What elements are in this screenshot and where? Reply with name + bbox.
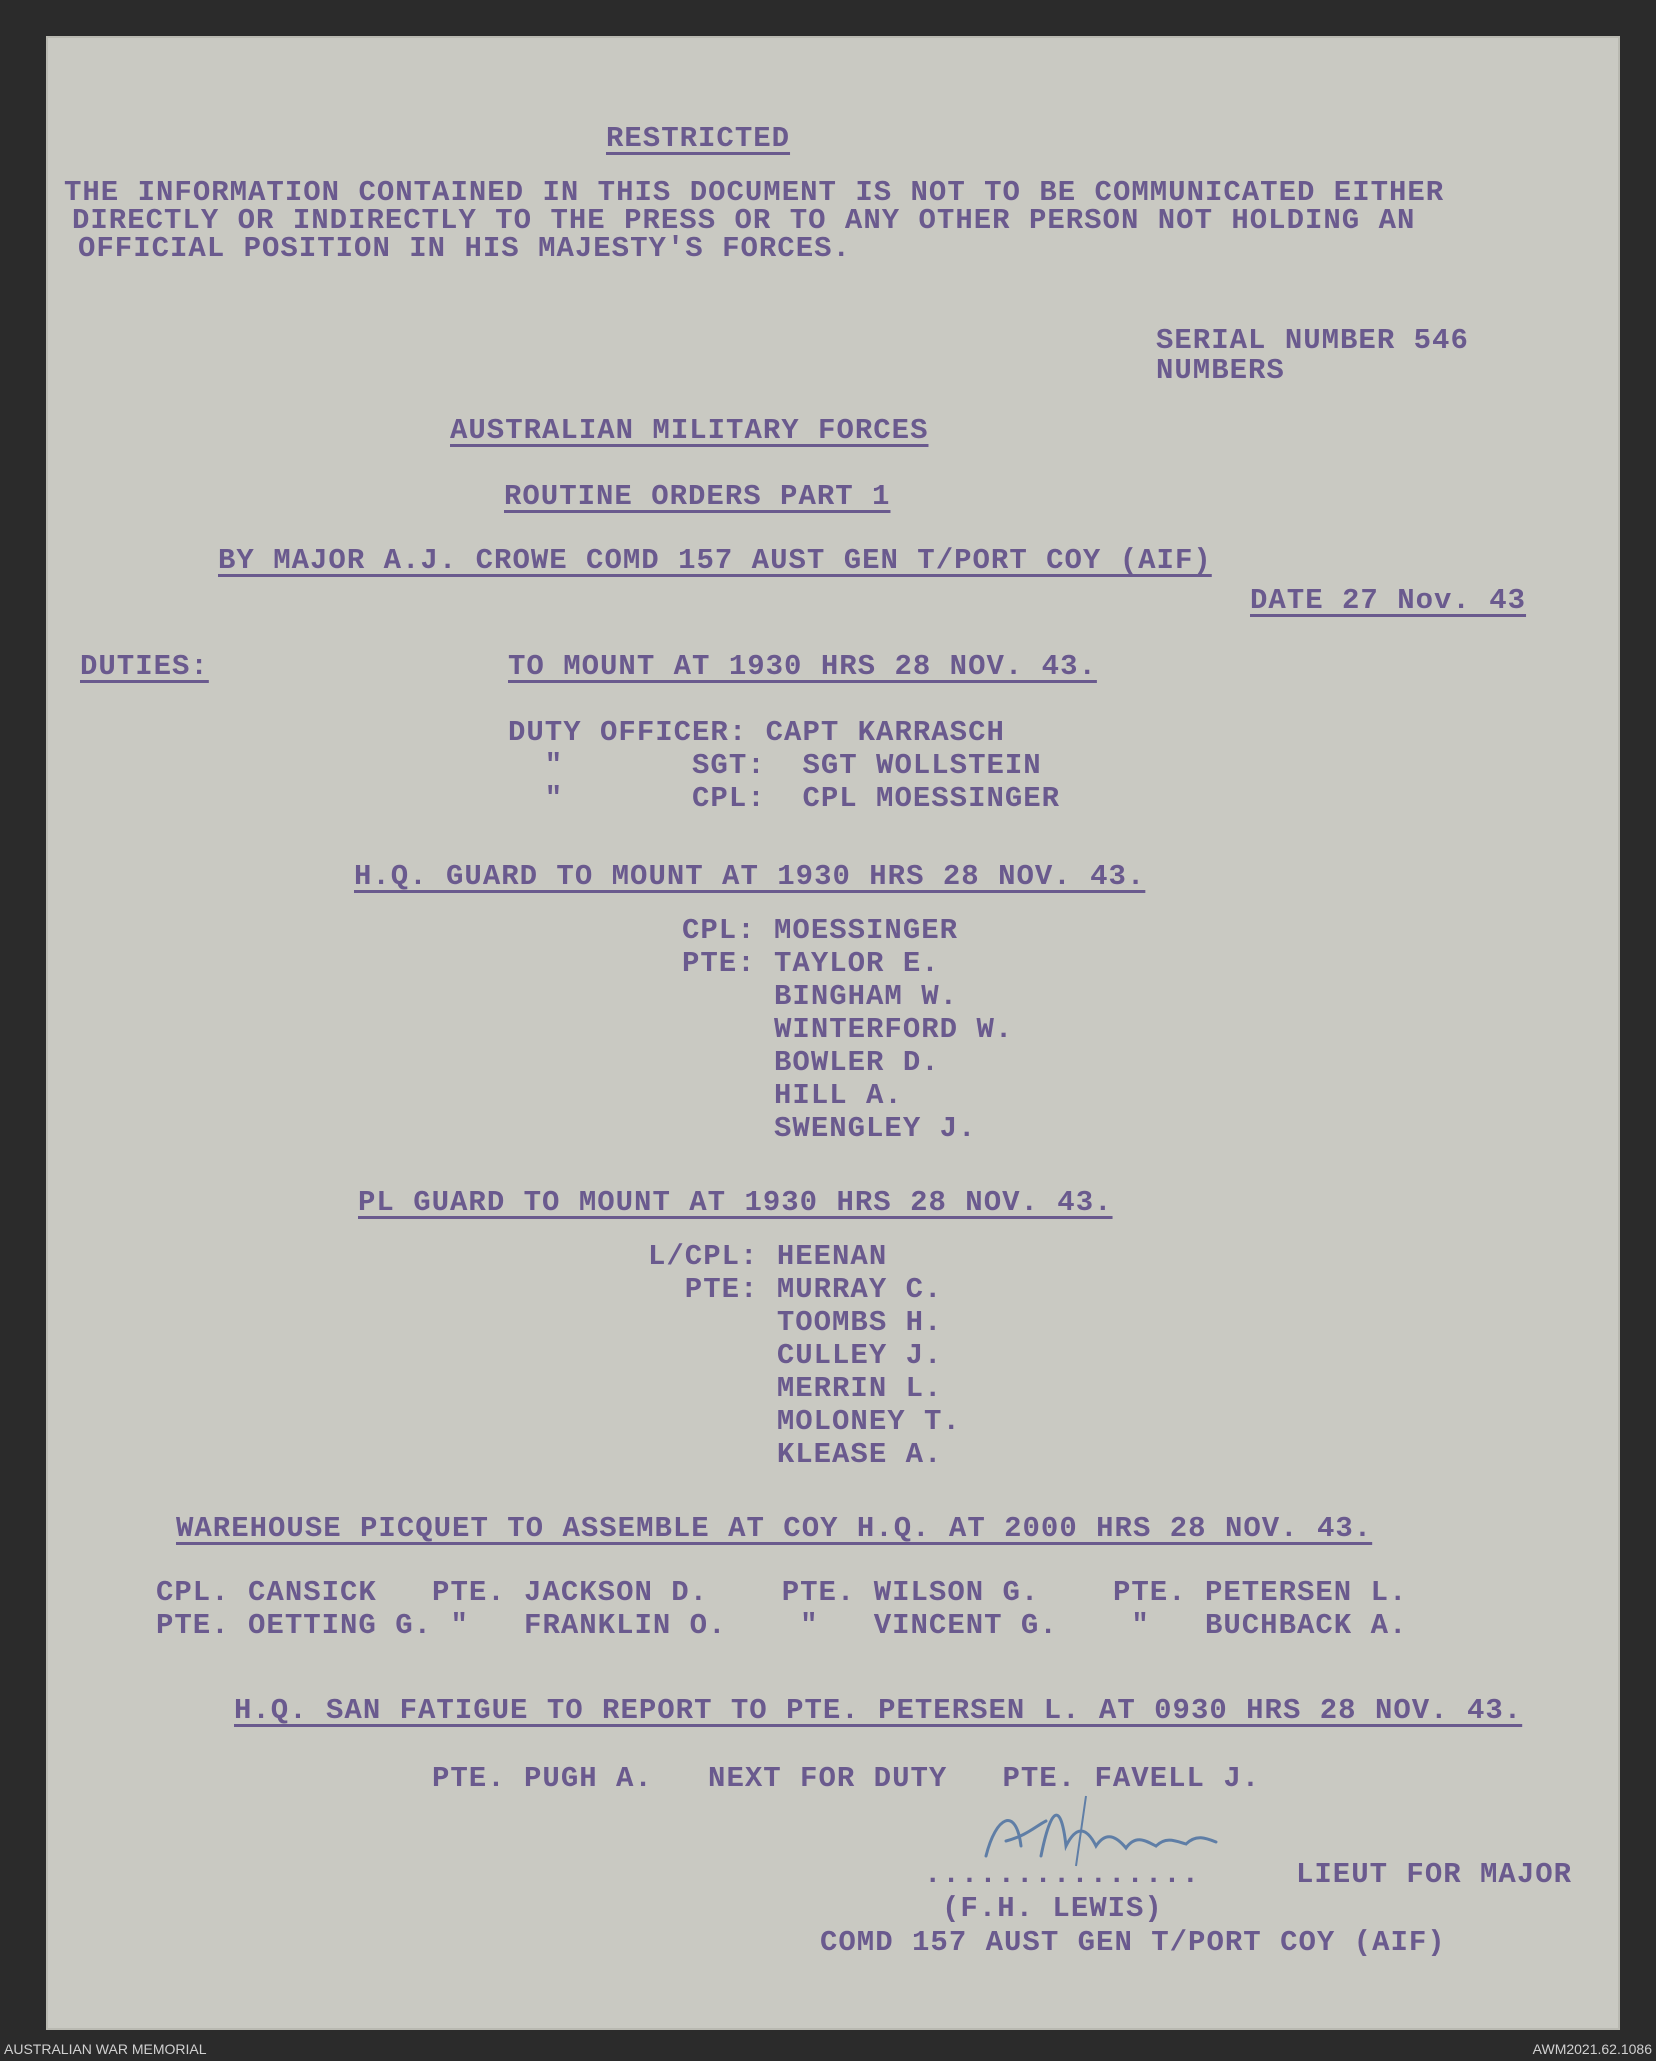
- duties-label: DUTIES:: [80, 650, 209, 683]
- list-item: PTE: TAYLOR E.: [682, 947, 940, 980]
- signatory-title: COMD 157 AUST GEN T/PORT COY (AIF): [820, 1926, 1446, 1959]
- picquet-list: [156, 1576, 1407, 1642]
- pl-guard-list: [648, 1240, 961, 1471]
- signatory-name: (F.H. LEWIS): [942, 1892, 1163, 1925]
- list-item: MERRIN L.: [648, 1372, 943, 1405]
- fatigue-heading: H.Q. SAN FATIGUE TO REPORT TO PTE. PETERSEN L. AT 0930 HRS 28 NOV. 43.: [234, 1694, 1523, 1727]
- orders-title: ROUTINE ORDERS PART 1: [504, 480, 891, 513]
- signature-rank: LIEUT FOR MAJOR: [1296, 1858, 1573, 1891]
- duties-heading: TO MOUNT AT 1930 HRS 28 NOV. 43.: [508, 650, 1097, 683]
- list-item: PTE: MURRAY C.: [648, 1273, 943, 1306]
- document-date: DATE 27 Nov. 43: [1250, 584, 1527, 617]
- list-item: HILL A.: [682, 1079, 903, 1112]
- list-item: CULLEY J.: [648, 1339, 943, 1372]
- list-item: PTE. OETTING G. " FRANKLIN O. " VINCENT G. " BUCHBACK A.: [156, 1609, 1408, 1642]
- list-item: L/CPL: HEENAN: [648, 1240, 888, 1273]
- signature-dots: ...............: [924, 1858, 1201, 1891]
- notice-line-3: OFFICIAL POSITION IN HIS MAJESTY'S FORCES.: [78, 232, 851, 265]
- fatigue-line: PTE. PUGH A. NEXT FOR DUTY PTE. FAVELL J.: [432, 1762, 1261, 1795]
- picquet-heading: WAREHOUSE PICQUET TO ASSEMBLE AT COY H.Q. AT 2000 HRS 28 NOV. 43.: [176, 1512, 1373, 1545]
- list-item: SWENGLEY J.: [682, 1112, 977, 1145]
- list-item: BINGHAM W.: [682, 980, 959, 1013]
- hq-guard-list: [682, 914, 1013, 1145]
- list-item: MOLONEY T.: [648, 1405, 961, 1438]
- duty-sgt-line: " SGT: SGT WOLLSTEIN: [508, 749, 1042, 782]
- serial-number: SERIAL NUMBER 546: [1156, 324, 1469, 357]
- notice-line-1: THE INFORMATION CONTAINED IN THIS DOCUMENT IS NOT TO BE COMMUNICATED EITHER: [64, 176, 1445, 209]
- duty-officer-line: DUTY OFFICER: CAPT KARRASCH: [508, 716, 1005, 749]
- serial-numbers-label: NUMBERS: [1156, 354, 1285, 387]
- list-item: BOWLER D.: [682, 1046, 940, 1079]
- issued-by: BY MAJOR A.J. CROWE COMD 157 AUST GEN T/PORT COY (AIF): [218, 544, 1212, 577]
- list-item: KLEASE A.: [648, 1438, 943, 1471]
- list-item: TOOMBS H.: [648, 1306, 943, 1339]
- hq-guard-heading: H.Q. GUARD TO MOUNT AT 1930 HRS 28 NOV. 43.: [354, 860, 1146, 893]
- footer-source: AUSTRALIAN WAR MEMORIAL: [4, 2041, 207, 2057]
- classification-heading: RESTRICTED: [606, 122, 791, 155]
- duties-list: [508, 716, 1060, 815]
- duty-cpl-line: " CPL: CPL MOESSINGER: [508, 782, 1061, 815]
- list-item: CPL: MOESSINGER: [682, 914, 959, 947]
- org-title: AUSTRALIAN MILITARY FORCES: [450, 414, 929, 447]
- notice-line-2: DIRECTLY OR INDIRECTLY TO THE PRESS OR TO ANY OTHER PERSON NOT HOLDING AN: [72, 204, 1416, 237]
- pl-guard-heading: PL GUARD TO MOUNT AT 1930 HRS 28 NOV. 43.: [358, 1186, 1113, 1219]
- list-item: CPL. CANSICK PTE. JACKSON D. PTE. WILSON G. PTE. PETERSEN L.: [156, 1576, 1408, 1609]
- document-page: [46, 36, 1620, 2030]
- footer-id: AWM2021.62.1086: [1532, 2041, 1652, 2057]
- list-item: WINTERFORD W.: [682, 1013, 1014, 1046]
